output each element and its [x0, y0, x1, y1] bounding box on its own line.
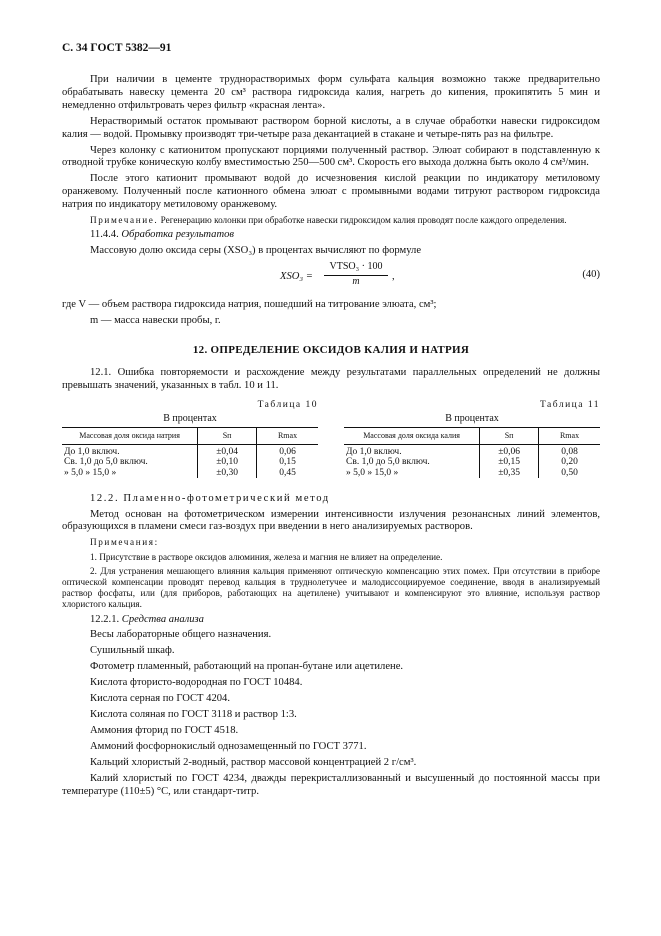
table-cell: ±0,10: [198, 457, 257, 468]
table-caption: Таблица 10: [257, 399, 318, 410]
note-label: Примечание.: [90, 215, 159, 226]
table-cell: 0,50: [539, 468, 600, 479]
table-header: Sп: [198, 428, 257, 445]
list-item: Кальций хлористый 2-водный, раствор массовой концентрацией 2 г/см³.: [90, 756, 417, 768]
list-item: Кислота серная по ГОСТ 4204.: [90, 693, 230, 705]
formula-comma: ,: [392, 271, 395, 283]
table-header-row: [62, 428, 318, 445]
subsection-number: 12.2.1.: [90, 613, 120, 625]
formula-numerator: VTSO₃ · 100: [324, 261, 388, 276]
table-cell: Св. 1,0 до 5,0 включ.: [346, 457, 430, 468]
table-row: [344, 444, 600, 457]
notes-label: Примечания:: [90, 537, 159, 548]
note-item: 1. Присутствие в растворе оксидов алюминия, железа и магния не влияет на определение.: [90, 551, 443, 562]
list-item: Сушильный шкаф.: [90, 645, 175, 657]
table-cell: 0,45: [257, 468, 318, 479]
table-header: Rmax: [539, 428, 600, 445]
table-row: [62, 457, 318, 468]
list-item: Фотометр пламенный, работающий на пропан-бутане или ацетилене.: [90, 661, 404, 673]
table-cell: ±0,15: [480, 457, 539, 468]
table-cell: ±0,06: [480, 444, 539, 457]
table-header-row: [344, 428, 600, 445]
note-text: Регенерацию колонки при обработке навески гидроксидом калия проводят после каждого определения.: [158, 215, 567, 226]
table-cell: 0,15: [257, 457, 318, 468]
subsection-title: Обработка результатов: [121, 229, 235, 241]
paragraph: После этого катионит промывают водой до исчезновения кислой реакции по индикатору метиловому оранжевому. Полученный после катионного обмена элюат с промывными водами титруют раствором гидроксида натрия по индикатору метиловому оранжевому.: [62, 173, 600, 211]
note-regeneration: [62, 215, 600, 226]
table-row: [344, 457, 600, 468]
table-cell: ±0,35: [480, 468, 539, 479]
subsection-11-4-4: [62, 229, 600, 242]
table-unit: В процентах: [445, 412, 499, 424]
paragraph: Нерастворимый остаток промывают раствором борной кислоты, а в случае обработки навески гидроксидом калия — водой. Промывку производят три-четыре раза декантацией в стакане и четыре-пять раз на фильтре.: [62, 115, 600, 140]
list-item: Кислота соляная по ГОСТ 3118 и раствор 1:3.: [90, 708, 297, 720]
table-row: [62, 444, 318, 457]
paragraph-12-2: Метод основан на фотометрическом измерении интенсивности излучения резонансных линий элементов, образующихся в пламени смеси газ-воздух при введении в него анализируемых растворов.: [62, 508, 600, 533]
table-header: Sп: [480, 428, 539, 445]
paragraph-12-1: 12.1. Ошибка повторяемости и расхождение между результатами параллельных определений не должны превышать значений, указанных в табл. 10 и 11.: [62, 366, 600, 391]
table-cell: » 5,0 » 15,0 »: [64, 467, 117, 478]
list-item: Весы лабораторные общего назначения.: [90, 629, 272, 641]
table-header: Массовая доля оксида натрия: [62, 428, 198, 445]
paragraph: При наличии в цементе труднорастворимых форм сульфата кальция возможно также предварительно обрабатывать навеску цемента 20 см³ раствора гидроксида калия, нагреть до кипения, прокипятить 5 мин и немедленно отфильтровать через фильтр «красная лента».: [62, 74, 600, 111]
where-line: где V — объем раствора гидроксида натрия, пошедший на титрование элюата, см³;: [62, 299, 437, 311]
table-cell: 0,06: [257, 444, 318, 457]
table-row: [62, 468, 318, 479]
table-cell: Св. 1,0 до 5,0 включ.: [64, 457, 148, 468]
paragraph: Через колонку с катионитом пропускают порциями полученный раствор. Элюат собирают в подставленную к отводной трубке коническую колбу вместимостью 250—500 см³. Скорость его выхода должна быть около 4 см³/мин.: [62, 144, 600, 169]
section-title: 12. ОПРЕДЕЛЕНИЕ ОКСИДОВ КАЛИЯ И НАТРИЯ: [192, 343, 470, 356]
table-cell: До 1,0 включ.: [346, 446, 402, 457]
table-unit: В процентах: [163, 412, 217, 424]
formula-intro: Массовую долю оксида серы (XSO₃) в процентах вычисляют по формуле: [90, 245, 422, 257]
tables-block: [62, 399, 600, 487]
table-10: [62, 399, 318, 479]
table-11: [344, 399, 600, 479]
table-header: Массовая доля оксида калия: [344, 428, 480, 445]
where-line: m — масса навески пробы, г.: [90, 314, 221, 326]
table-grid: [62, 427, 318, 478]
note-item: 2. Для устранения мешающего влияния кальция применяют оптическую компенсацию этих помех. При отсутствии в приборе оптической компенсации проводят перевод кальция в труднолетучее и малодиссоциируемое соединение, вводя в анализируемый раствор фосфаты, или (для приборов, работающих на ацетилене) учитывают и компенсируют это влияние, используя раствор хлористого кальция.: [62, 565, 600, 610]
subsection-number: 11.4.4.: [90, 229, 119, 241]
table-grid: [344, 427, 600, 478]
table-cell: 0,08: [539, 444, 600, 457]
formula-fraction: [324, 261, 388, 289]
formula-denominator: m: [352, 275, 360, 287]
table-cell: » 5,0 » 15,0 »: [346, 467, 399, 478]
subsection-12-2-title: 12.2. Пламенно-фотометрический метод: [90, 492, 330, 504]
table-cell: ±0,30: [198, 468, 257, 479]
list-item: Кислота фтористо-водородная по ГОСТ 10484.: [90, 677, 303, 689]
list-item: Аммония фторид по ГОСТ 4518.: [90, 724, 239, 736]
table-header: Rmax: [257, 428, 318, 445]
list-item: Калий хлористый по ГОСТ 4234, дважды перекристаллизованный и высушенный до постоянной массы при температуре (110±5) °С, или стандарт-титр.: [62, 772, 600, 797]
table-cell: ±0,04: [198, 444, 257, 457]
page-content: [62, 74, 600, 801]
table-cell: 0,20: [539, 457, 600, 468]
formula-number: (40): [582, 269, 600, 281]
page-header: С. 34 ГОСТ 5382—91: [62, 42, 172, 54]
table-cell: До 1,0 включ.: [64, 446, 120, 457]
formula-40: [62, 261, 600, 297]
subsection-title: Средства анализа: [121, 613, 204, 625]
list-item: Аммоний фосфорнокислый однозамещенный по ГОСТ 3771.: [90, 740, 367, 752]
subsection-12-2-1: [62, 614, 600, 627]
formula-lhs: XSO₃ =: [280, 271, 313, 283]
table-row: [344, 468, 600, 479]
table-caption: Таблица 11: [539, 399, 600, 410]
